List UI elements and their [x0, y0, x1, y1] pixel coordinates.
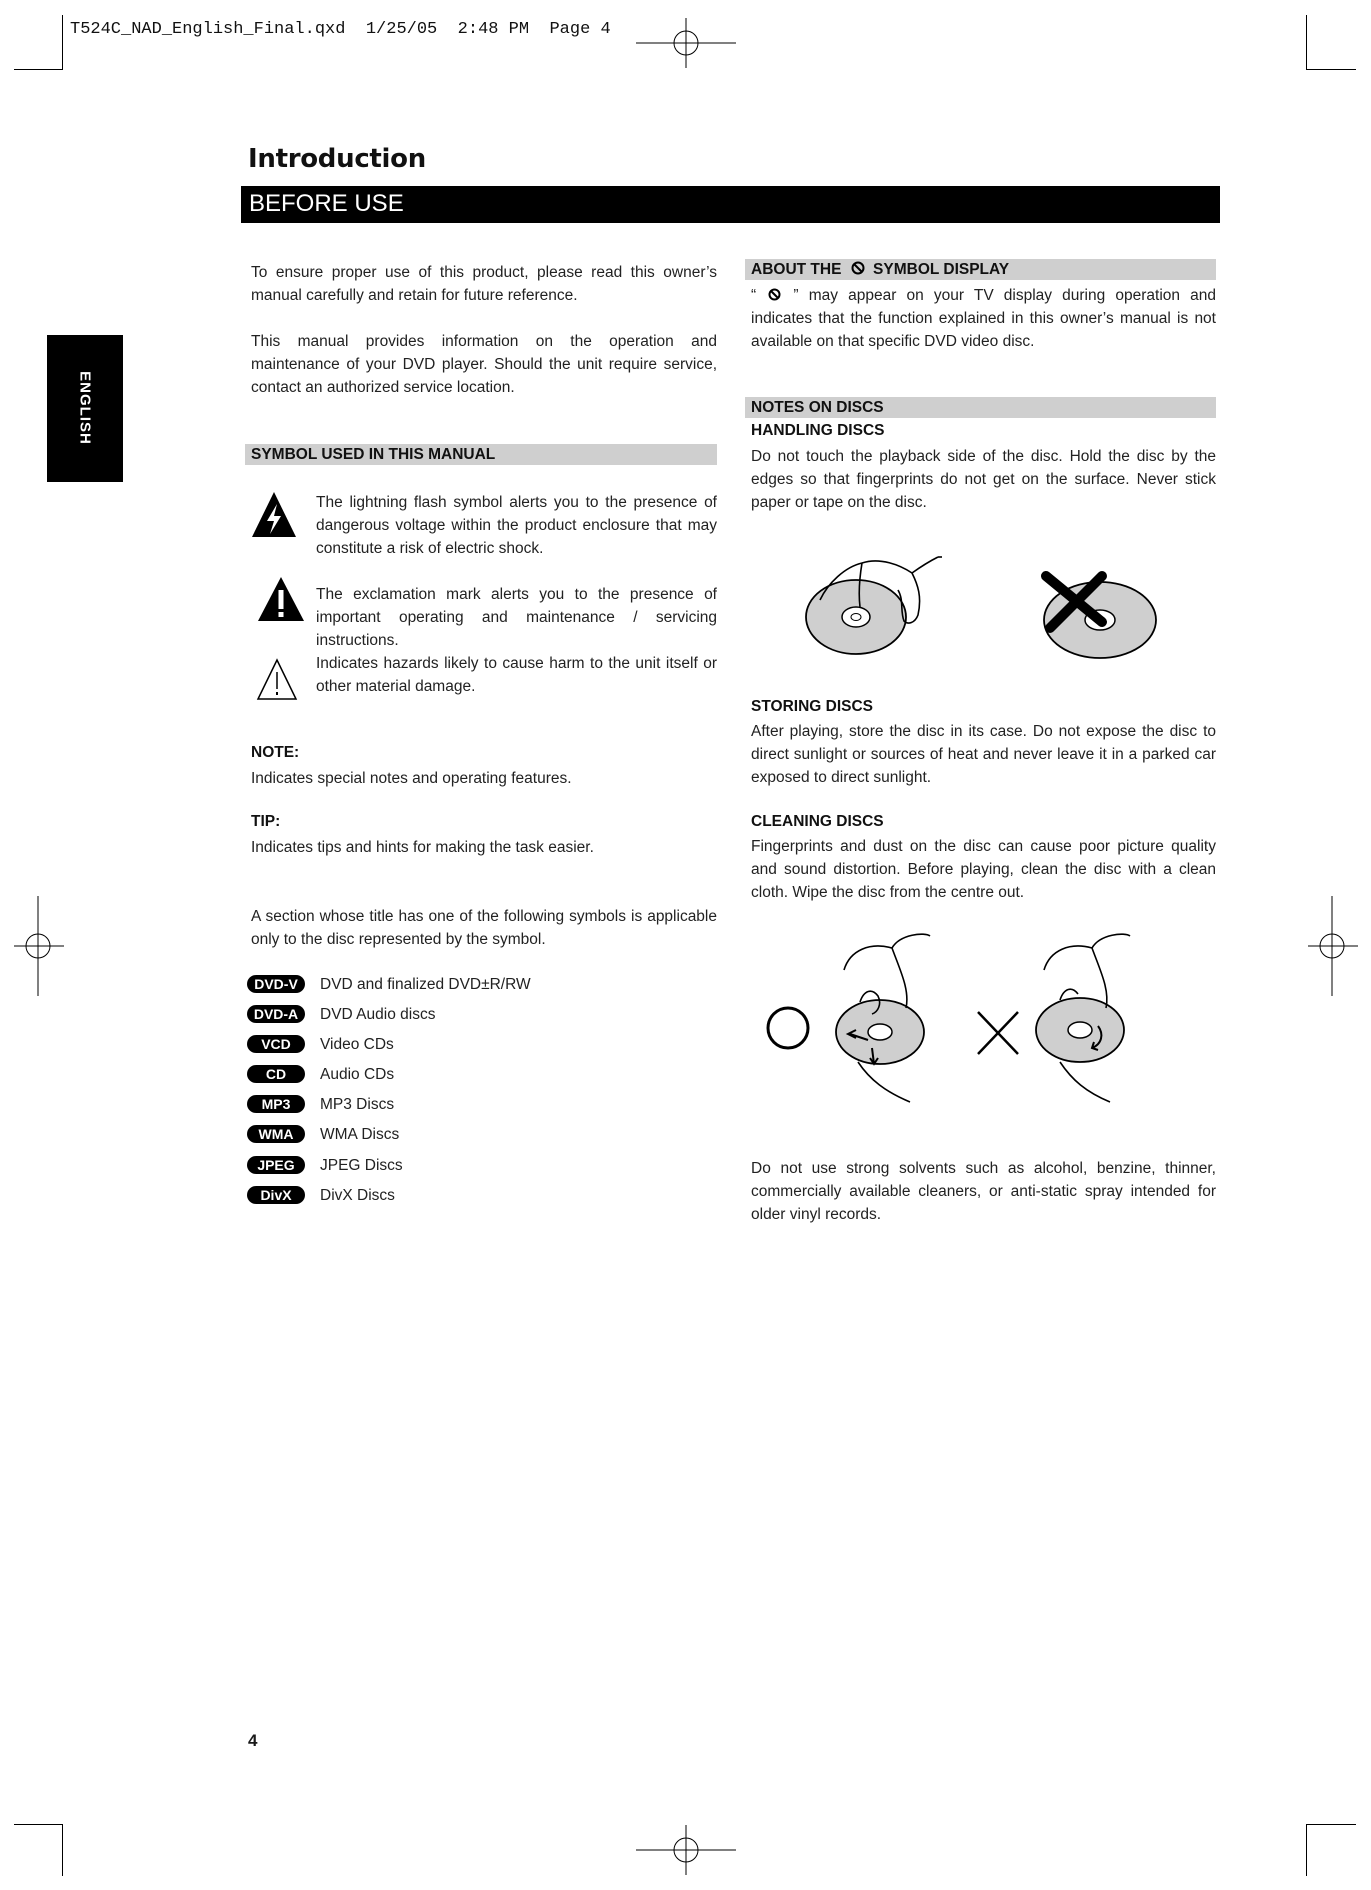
disc-label: DivX Discs	[320, 1187, 395, 1204]
disc-badge: DivX	[247, 1186, 305, 1204]
disc-badge: DVD-V	[247, 975, 305, 993]
prohibited-icon	[767, 288, 782, 301]
about-heading-end: SYMBOL DISPLAY	[873, 261, 1010, 278]
disc-section-text: A section whose title has one of the following symbols is applicable only to the disc represented by the symbol.	[251, 908, 717, 948]
about-symbol-heading	[745, 259, 1216, 280]
disc-badge: JPEG	[247, 1156, 305, 1174]
disc-badge: WMA	[247, 1125, 305, 1143]
disc-label: WMA Discs	[320, 1126, 400, 1143]
disc-cleaning-illustration	[760, 930, 1150, 1115]
disc-label: MP3 Discs	[320, 1096, 395, 1113]
correct-disc-handling-illustration	[800, 545, 980, 675]
page-number: 4	[248, 1731, 258, 1750]
disc-badge: VCD	[247, 1035, 305, 1053]
tip-text: Indicates tips and hints for making the task easier.	[251, 839, 594, 856]
solvent-warning-text: Do not use strong solvents such as alcohol, benzine, thinner, commercially available cleaners, or anti-static spray intended for older vinyl records.	[751, 1160, 1216, 1223]
prohibited-icon	[850, 261, 866, 275]
handling-heading: HANDLING DISCS	[751, 422, 885, 439]
about-symbol-text	[751, 284, 1216, 353]
storing-text: After playing, store the disc in its case. Do not expose the disc to direct sunlight or sources of heat and never leave it in a parked car exposed to direct sunlight.	[751, 723, 1216, 786]
exclamation-warning-icon	[256, 575, 306, 623]
handling-text: Do not touch the playback side of the disc. Hold the disc by the edges so that fingerprints do not get on the surface. Never stick paper or tape on the disc.	[751, 448, 1216, 511]
disc-label: JPEG Discs	[320, 1157, 403, 1174]
disc-label: DVD and finalized DVD±R/RW	[320, 976, 531, 993]
disc-badge: DVD-A	[247, 1005, 305, 1023]
note-text: Indicates special notes and operating features.	[251, 770, 572, 787]
disc-badge: MP3	[247, 1095, 305, 1113]
incorrect-disc-handling-illustration	[1040, 570, 1170, 670]
section-title: BEFORE USE	[249, 190, 404, 217]
cleaning-heading: CLEANING DISCS	[751, 813, 884, 830]
language-tab	[47, 335, 123, 482]
caution-description: Indicates hazards likely to cause harm to the unit itself or other material damage.	[316, 655, 717, 695]
exclamation-description: The exclamation mark alerts you to the presence of important operating and maintenance / servicing instructions.	[316, 586, 717, 649]
language-tab-label: ENGLISH	[76, 371, 94, 445]
lightning-description: The lightning flash symbol alerts you to the presence of dangerous voltage within the product enclosure that may constitute a risk of electric shock.	[316, 494, 717, 557]
cleaning-text: Fingerprints and dust on the disc can cause poor picture quality and sound distortion. Before playing, clean the disc with a clean cloth. Wipe the disc from the centre out.	[751, 838, 1216, 901]
quote-open: “	[751, 287, 757, 304]
notes-heading: NOTES ON DISCS	[745, 397, 1216, 418]
tip-label: TIP:	[251, 813, 281, 830]
note-label: NOTE:	[251, 744, 300, 761]
about-description: ” may appear on your TV display during operation and indicates that the function explained in this owner’s manual is not available on that specific DVD video disc.	[751, 287, 1216, 350]
about-heading-start: ABOUT THE	[751, 261, 842, 278]
disc-label: Audio CDs	[320, 1066, 395, 1083]
page-title: Introduction	[248, 144, 426, 174]
file-slug: T524C_NAD_English_Final.qxd 1/25/05 2:48 PM Page 4	[70, 20, 611, 39]
caution-outline-icon	[256, 658, 298, 702]
disc-label: Video CDs	[320, 1036, 394, 1053]
storing-heading: STORING DISCS	[751, 698, 874, 715]
intro-paragraph-1: To ensure proper use of this product, please read this owner’s manual carefully and retain for future reference.	[251, 264, 717, 304]
lightning-warning-icon	[250, 490, 298, 540]
symbol-section-heading: SYMBOL USED IN THIS MANUAL	[245, 444, 717, 465]
disc-badge: CD	[247, 1065, 305, 1083]
disc-label: DVD Audio discs	[320, 1006, 436, 1023]
intro-paragraph-2: This manual provides information on the operation and maintenance of your DVD player. Should the unit require service, contact an authorized service location.	[251, 333, 717, 396]
